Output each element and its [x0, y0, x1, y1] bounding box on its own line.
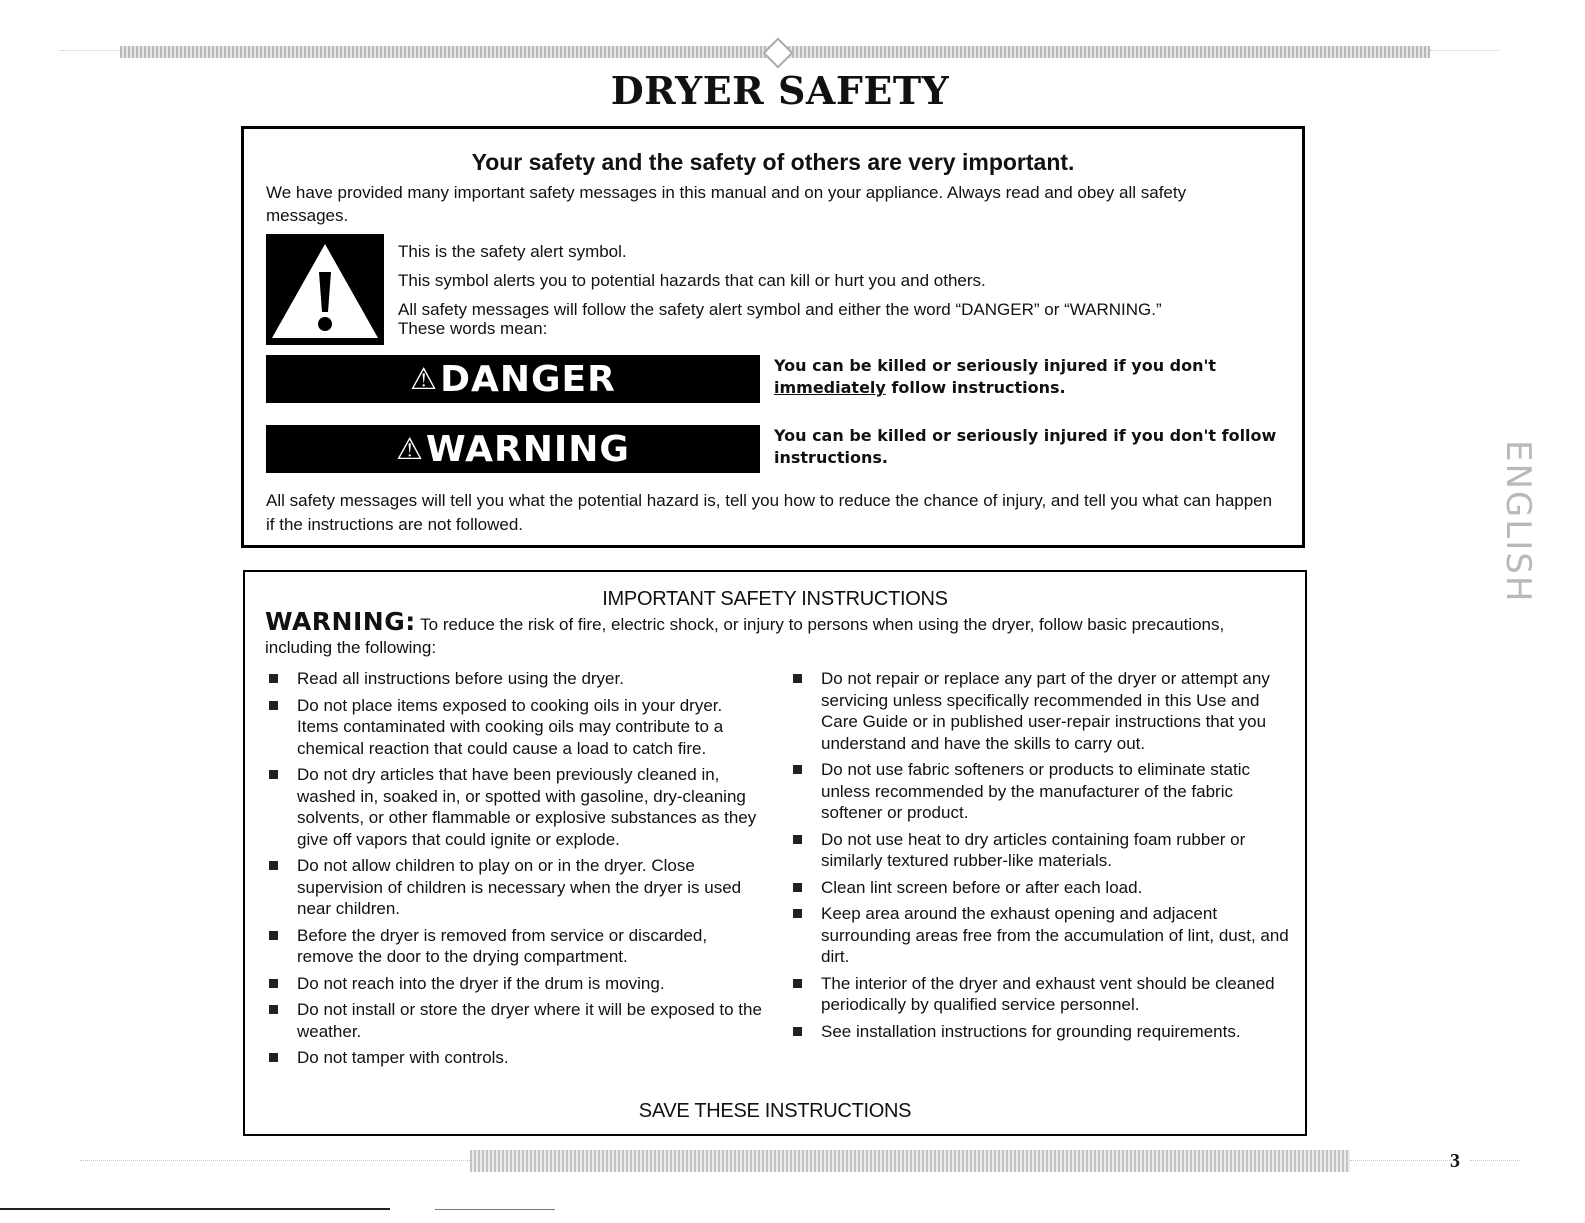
- list-item: [791, 1021, 1291, 1043]
- warning-triangle-icon: ⚠: [396, 431, 425, 467]
- bottom-rule-dots-left: [80, 1160, 470, 1161]
- list-item: [267, 999, 767, 1042]
- safety-importance-box: [241, 126, 1305, 548]
- alert-symbol-description: [398, 237, 1278, 340]
- list-item: [791, 877, 1291, 899]
- instructions-list-right: [791, 668, 1291, 1047]
- instructions-warning: [265, 607, 1295, 659]
- bullet-square-icon: [793, 765, 802, 774]
- list-item: [791, 668, 1291, 754]
- list-item: [267, 668, 767, 690]
- list-item-text: Clean lint screen before or after each load.: [821, 877, 1143, 897]
- instructions-title: IMPORTANT SAFETY INSTRUCTIONS: [602, 588, 948, 610]
- bottom-rule-dots-right: [1350, 1160, 1450, 1161]
- list-item: [267, 925, 767, 968]
- danger-text-start: You can be killed or seriously injured if you don't: [774, 356, 1217, 375]
- safety-intro: We have provided many important safety messages in this manual and on your appliance. Always read and obey all safety messages.: [266, 183, 1187, 225]
- safety-headline: Your safety and the safety of others are very important.: [471, 149, 1075, 175]
- bullet-square-icon: [793, 883, 802, 892]
- list-item-text: See installation instructions for grounding requirements.: [821, 1021, 1241, 1041]
- list-item-text: Do not dry articles that have been previously cleaned in, washed in, soaked in, or spotted with gasoline, dry-cleaning solvents, or other flammable or explosive substances as they give off vapors that could ignite or explode.: [297, 765, 757, 849]
- top-rule-dots-left: [60, 50, 120, 51]
- list-item-text: Do not use fabric softeners or products to eliminate static unless recommended by the manufacturer of the fabric softener or product.: [821, 760, 1250, 822]
- important-safety-instructions-box: [243, 570, 1307, 1136]
- list-item: [791, 829, 1291, 872]
- language-side-label: ENGLISH: [1498, 440, 1538, 604]
- safety-alert-triangle-icon: [266, 234, 384, 345]
- list-item-text: Before the dryer is removed from service or discarded, remove the door to the drying compartment.: [297, 925, 708, 966]
- list-item: [267, 973, 767, 995]
- bullet-square-icon: [269, 701, 278, 710]
- list-item: [267, 764, 767, 850]
- list-item-text: Read all instructions before using the dryer.: [297, 669, 624, 688]
- warning-word: WARNING:: [265, 607, 416, 636]
- list-item: [791, 759, 1291, 824]
- danger-description: [774, 355, 1294, 399]
- bottom-rule-dots-far-right: [1470, 1160, 1520, 1161]
- list-item-text: Do not use heat to dry articles containing foam rubber or similarly textured rubber-like materials.: [821, 829, 1246, 870]
- safety-closing-text: All safety messages will tell you what the potential hazard is, tell you how to reduce the chance of injury, and tell you what can happen if the instructions are not followed.: [266, 491, 1273, 534]
- danger-text-emphasis: immediately: [774, 378, 886, 397]
- scan-edge-line: [0, 1208, 390, 1210]
- top-rule-dots-right: [1430, 50, 1500, 51]
- instructions-list-left: [267, 668, 767, 1074]
- list-item-text: Do not install or store the dryer where it will be exposed to the weather.: [297, 1000, 762, 1041]
- danger-signal-bar: [266, 355, 760, 403]
- warning-label: WARNING: [426, 428, 630, 470]
- warning-text: To reduce the risk of fire, electric shock, or injury to persons when using the dryer, follow basic precautions, including the following:: [265, 615, 1225, 657]
- list-item: [267, 855, 767, 920]
- diamond-ornament-icon: [762, 37, 793, 68]
- bullet-square-icon: [269, 861, 278, 870]
- bullet-square-icon: [793, 1027, 802, 1036]
- alert-line: These words mean:: [398, 319, 548, 338]
- bullet-square-icon: [793, 674, 802, 683]
- alert-line: This is the safety alert symbol.: [398, 242, 627, 261]
- bullet-square-icon: [269, 931, 278, 940]
- warning-triangle-icon: ⚠: [410, 361, 439, 397]
- alert-line: This symbol alerts you to potential hazards that can kill or hurt you and others.: [398, 271, 986, 290]
- list-item: [267, 1047, 767, 1069]
- warning-signal-bar: [266, 425, 760, 473]
- warning-description: You can be killed or seriously injured if you don't follow instructions.: [774, 426, 1277, 467]
- danger-label: DANGER: [440, 358, 616, 400]
- bullet-square-icon: [269, 1005, 278, 1014]
- save-instructions-footer: SAVE THESE INSTRUCTIONS: [638, 1100, 912, 1122]
- bottom-decorative-rule: [470, 1150, 1350, 1172]
- bullet-square-icon: [269, 674, 278, 683]
- list-item-text: Do not tamper with controls.: [297, 1048, 509, 1067]
- list-item-text: Keep area around the exhaust opening and adjacent surrounding areas free from the accumulation of lint, dust, and dirt.: [821, 904, 1289, 966]
- bullet-square-icon: [269, 1053, 278, 1062]
- list-item-text: Do not place items exposed to cooking oils in your dryer. Items contaminated with cooking oils may contribute to a chemical reaction that could cause a load to catch fire.: [297, 695, 724, 758]
- list-item: [791, 903, 1291, 968]
- bullet-square-icon: [793, 979, 802, 988]
- alert-line: All safety messages will follow the safety alert symbol and either the word “DANGER” or “WARNING.”: [398, 300, 1162, 319]
- page-title: DRYER SAFETY: [610, 68, 950, 113]
- list-item-text: Do not allow children to play on or in the dryer. Close supervision of children is necessary when the dryer is used near children.: [297, 856, 742, 918]
- scan-edge-line: [435, 1209, 555, 1210]
- list-item-text: Do not reach into the dryer if the drum is moving.: [297, 973, 665, 993]
- page-number: 3: [1450, 1150, 1460, 1172]
- bullet-square-icon: [793, 835, 802, 844]
- bullet-square-icon: [793, 909, 802, 918]
- bullet-square-icon: [269, 770, 278, 779]
- list-item-text: Do not repair or replace any part of the dryer or attempt any servicing unless specifically recommended in this Use and Care Guide or in published user-repair instructions that you understand and have the skills to carry out.: [821, 669, 1270, 753]
- danger-text-end: follow instructions.: [885, 378, 1066, 397]
- list-item: [791, 973, 1291, 1016]
- list-item-text: The interior of the dryer and exhaust vent should be cleaned periodically by qualified service personnel.: [821, 973, 1275, 1014]
- list-item: [267, 695, 767, 760]
- bullet-square-icon: [269, 979, 278, 988]
